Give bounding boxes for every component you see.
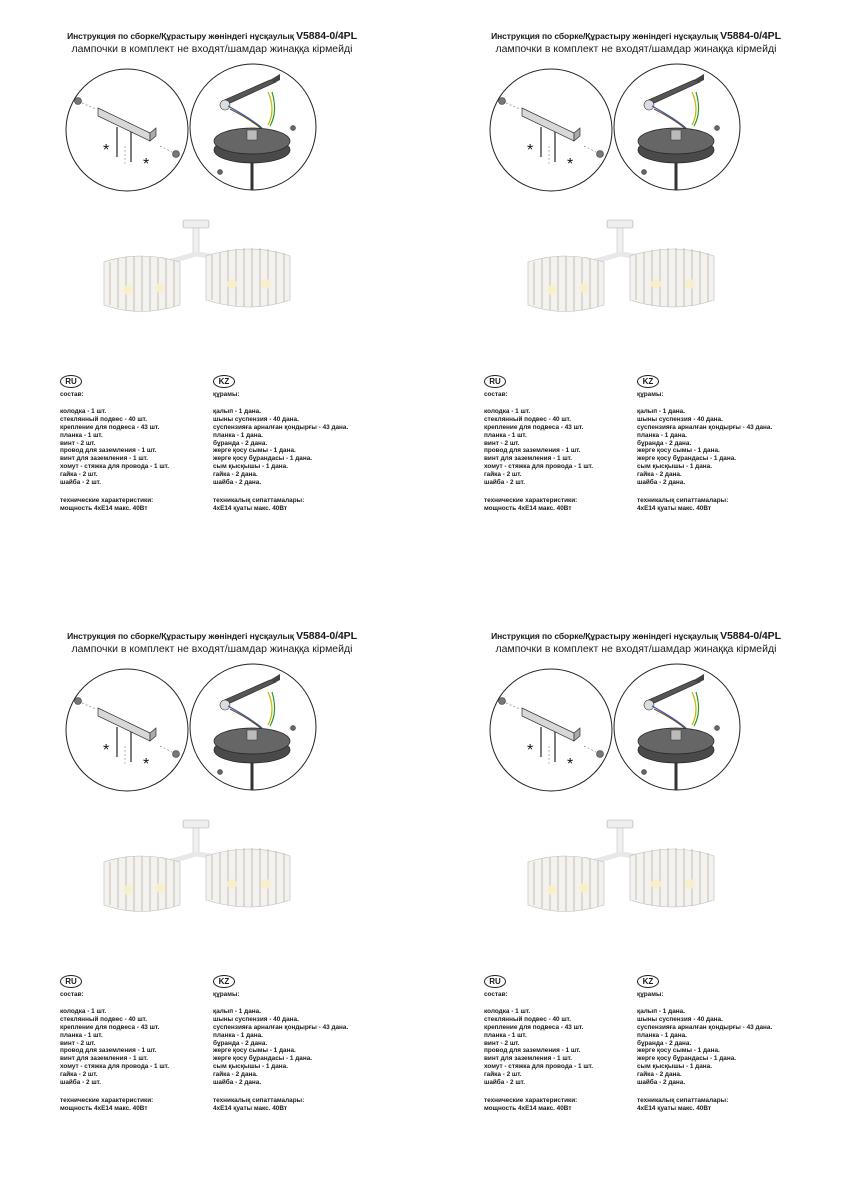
list-item: суспензияға арналған қондырғы - 43 дана. xyxy=(213,423,349,431)
terminal-block-icon xyxy=(220,700,230,710)
ru-badge: RU xyxy=(484,975,506,988)
assembly-illustration xyxy=(424,600,848,940)
assembly-illustration xyxy=(424,0,848,340)
list-item: планка - 1 шт. xyxy=(60,1031,103,1039)
kz-specs-label: техникалық сипаттамалары: xyxy=(637,496,729,504)
list-item: сым қысқышы - 1 дана. xyxy=(213,463,288,471)
list-item: стеклянный подвес - 40 шт. xyxy=(484,415,572,423)
list-item: стеклянный подвес - 40 шт. xyxy=(60,1015,148,1023)
crystal-shade-left xyxy=(104,856,180,912)
kz-column xyxy=(637,375,772,513)
list-item: шайба - 2 шт. xyxy=(60,1079,101,1087)
list-item: жерге қосу бұрандасы - 1 дана. xyxy=(637,1055,737,1063)
kz-items-list xyxy=(213,408,348,487)
kz-contents-label: құрамы: xyxy=(637,391,664,398)
model-number: V5884-0/4PL xyxy=(720,630,781,642)
terminal-block-icon xyxy=(644,700,654,710)
nut-icon xyxy=(642,770,647,775)
list-item: шайба - 2 шт. xyxy=(484,1079,525,1087)
crystal-shade-left xyxy=(528,856,604,912)
mounting-bracket-diagram xyxy=(66,69,188,191)
list-item: гайка - 2 шт. xyxy=(60,1071,98,1079)
ru-contents-label: состав: xyxy=(484,991,508,998)
screw-icon xyxy=(499,98,506,105)
title-prefix: Инструкция по сборке/Құрастыру жөніндегі нұсқаулық xyxy=(491,31,718,41)
instruction-panel xyxy=(424,600,848,1200)
screw-icon xyxy=(75,698,82,705)
kz-contents-label: құрамы: xyxy=(637,991,664,998)
ru-specs-value: мощность 4xE14 макс. 40Вт xyxy=(60,1104,148,1112)
canopy-wiring-diagram xyxy=(190,64,316,190)
list-item: планка - 1 дана. xyxy=(213,1031,263,1039)
ru-contents-label: состав: xyxy=(484,391,508,398)
mounting-bracket-diagram xyxy=(490,669,612,791)
list-item: крепление для подвеса - 43 шт. xyxy=(484,1023,584,1031)
nut-icon xyxy=(715,726,720,731)
list-item: бұранда - 2 дана. xyxy=(213,439,268,447)
kz-items-list xyxy=(213,1008,348,1087)
list-item: бұранда - 2 дана. xyxy=(637,1039,692,1047)
kz-contents-label: құрамы: xyxy=(213,391,240,398)
list-item: суспензияға арналған қондырғы - 43 дана. xyxy=(637,1023,773,1031)
ceiling-canopy xyxy=(183,220,209,228)
list-item: колодка - 1 шт. xyxy=(60,1007,107,1015)
screw-icon xyxy=(173,151,180,158)
screw-icon xyxy=(597,151,604,158)
kz-specs-label: техникалық сипаттамалары: xyxy=(637,1096,729,1104)
list-item: винт - 2 шт. xyxy=(60,439,96,447)
list-item: планка - 1 шт. xyxy=(484,431,527,439)
list-item: гайка - 2 шт. xyxy=(484,1071,522,1079)
screw-icon xyxy=(597,751,604,758)
title-prefix: Инструкция по сборке/Құрастыру жөніндегі нұсқаулық xyxy=(67,31,294,41)
list-item: шыны суспензия - 40 дана. xyxy=(213,415,299,423)
list-item: шайба - 2 дана. xyxy=(637,479,686,487)
list-item: хомут - стяжка для провода - 1 шт. xyxy=(60,463,170,471)
chandelier-illustration xyxy=(104,820,290,912)
list-item: жерге қосу бұрандасы - 1 дана. xyxy=(637,455,737,463)
list-item: хомут - стяжка для провода - 1 шт. xyxy=(484,463,594,471)
list-item: бұранда - 2 дана. xyxy=(637,439,692,447)
crystal-shade-right xyxy=(206,248,290,307)
list-item: жерге қосу бұрандасы - 1 дана. xyxy=(213,1055,313,1063)
list-item: қалып - 1 дана. xyxy=(213,1007,261,1015)
instruction-panel xyxy=(0,0,424,600)
ru-specs-label: технические характеристики: xyxy=(484,1096,578,1104)
ru-specs-label: технические характеристики: xyxy=(60,1096,154,1104)
ru-specs-value: мощность 4xE14 макс. 40Вт xyxy=(484,1104,572,1112)
list-item: суспензияға арналған қондырғы - 43 дана. xyxy=(637,423,773,431)
list-item: сым қысқышы - 1 дана. xyxy=(637,463,712,471)
screw-icon xyxy=(173,751,180,758)
ru-specs-value: мощность 4xE14 макс. 40Вт xyxy=(484,504,572,512)
list-item: винт для заземления - 1 шт. xyxy=(484,1055,572,1063)
kz-specs-label: техникалық сипаттамалары: xyxy=(213,1096,305,1104)
list-item: қалып - 1 дана. xyxy=(637,1007,685,1015)
detail-marker-left: * xyxy=(103,142,110,159)
terminal-block-icon xyxy=(644,100,654,110)
terminal-block-icon xyxy=(220,100,230,110)
list-item: жерге қосу сымы - 1 дана. xyxy=(637,1047,720,1055)
nut-icon xyxy=(642,170,647,175)
panel-subtitle: лампочки в комплект не входят/шамдар жинаққа кірмейді xyxy=(495,643,777,655)
ceiling-canopy xyxy=(183,820,209,828)
list-item: гайка - 2 шт. xyxy=(484,471,522,479)
list-item: қалып - 1 дана. xyxy=(213,407,261,415)
ru-column xyxy=(484,975,593,1113)
ru-items-list xyxy=(484,408,593,487)
list-item: шыны суспензия - 40 дана. xyxy=(213,1015,299,1023)
detail-marker-right: * xyxy=(567,756,574,773)
detail-marker-right: * xyxy=(567,156,574,173)
list-item: винт - 2 шт. xyxy=(484,1039,520,1047)
ru-column xyxy=(60,375,169,513)
kz-column xyxy=(213,975,348,1113)
nut-icon xyxy=(291,126,296,131)
crystal-shade-left xyxy=(528,256,604,312)
list-item: винт - 2 шт. xyxy=(484,439,520,447)
kz-badge: KZ xyxy=(213,975,235,988)
list-item: планка - 1 дана. xyxy=(213,431,263,439)
list-item: шыны суспензия - 40 дана. xyxy=(637,415,723,423)
list-item: крепление для подвеса - 43 шт. xyxy=(484,423,584,431)
canopy-wiring-diagram xyxy=(614,664,740,790)
list-item: жерге қосу сымы - 1 дана. xyxy=(213,1047,296,1055)
list-item: жерге қосу бұрандасы - 1 дана. xyxy=(213,455,313,463)
list-item: винт для заземления - 1 шт. xyxy=(60,455,148,463)
chandelier-illustration xyxy=(528,220,714,312)
kz-badge: KZ xyxy=(637,375,659,388)
detail-marker-left: * xyxy=(527,142,534,159)
ru-specs-value: мощность 4xE14 макс. 40Вт xyxy=(60,504,148,512)
list-item: жерге қосу сымы - 1 дана. xyxy=(213,447,296,455)
list-item: провод для заземления - 1 шт. xyxy=(60,1047,157,1055)
model-number: V5884-0/4PL xyxy=(296,30,357,42)
crystal-shade-right xyxy=(206,848,290,907)
list-item: хомут - стяжка для провода - 1 шт. xyxy=(60,1063,170,1071)
list-item: гайка - 2 дана. xyxy=(637,1071,682,1079)
kz-specs-value: 4xE14 қуаты макс. 40Вт xyxy=(213,1104,288,1112)
crystal-shade-left xyxy=(104,256,180,312)
mounting-bracket-diagram xyxy=(66,669,188,791)
list-item: хомут - стяжка для провода - 1 шт. xyxy=(484,1063,594,1071)
list-item: планка - 1 дана. xyxy=(637,1031,687,1039)
title-prefix: Инструкция по сборке/Құрастыру жөніндегі нұсқаулық xyxy=(67,631,294,641)
instruction-panel xyxy=(0,600,424,1200)
list-item: гайка - 2 дана. xyxy=(213,1071,258,1079)
mounting-bracket-diagram xyxy=(490,69,612,191)
ru-items-list xyxy=(484,1008,593,1087)
model-number: V5884-0/4PL xyxy=(296,630,357,642)
ru-specs-label: технические характеристики: xyxy=(484,496,578,504)
title-prefix: Инструкция по сборке/Құрастыру жөніндегі нұсқаулық xyxy=(491,631,718,641)
list-item: колодка - 1 шт. xyxy=(484,407,531,415)
ru-items-list xyxy=(60,1008,169,1087)
kz-items-list xyxy=(637,408,772,487)
list-item: гайка - 2 шт. xyxy=(60,471,98,479)
ru-specs-label: технические характеристики: xyxy=(60,496,154,504)
nut-icon xyxy=(715,126,720,131)
list-item: крепление для подвеса - 43 шт. xyxy=(60,1023,160,1031)
ru-badge: RU xyxy=(60,975,82,988)
list-item: жерге қосу сымы - 1 дана. xyxy=(637,447,720,455)
ceiling-canopy xyxy=(607,220,633,228)
assembly-illustration xyxy=(0,0,424,340)
detail-marker-left: * xyxy=(103,742,110,759)
panel-subtitle: лампочки в комплект не входят/шамдар жинаққа кірмейді xyxy=(71,43,353,55)
detail-marker-left: * xyxy=(527,742,534,759)
ru-column xyxy=(484,375,593,513)
list-item: гайка - 2 дана. xyxy=(213,471,258,479)
crystal-shade-right xyxy=(630,848,714,907)
kz-specs-label: техникалық сипаттамалары: xyxy=(213,496,305,504)
kz-contents-label: құрамы: xyxy=(213,991,240,998)
list-item: шайба - 2 шт. xyxy=(484,479,525,487)
kz-specs-value: 4xE14 қуаты макс. 40Вт xyxy=(637,1104,712,1112)
panel-subtitle: лампочки в комплект не входят/шамдар жинаққа кірмейді xyxy=(495,43,777,55)
list-item: бұранда - 2 дана. xyxy=(213,1039,268,1047)
list-item: қалып - 1 дана. xyxy=(637,407,685,415)
list-item: гайка - 2 дана. xyxy=(637,471,682,479)
ru-badge: RU xyxy=(484,375,506,388)
canopy-wiring-diagram xyxy=(190,664,316,790)
ru-items-list xyxy=(60,408,169,487)
list-item: крепление для подвеса - 43 шт. xyxy=(60,423,160,431)
nut-icon xyxy=(218,770,223,775)
kz-badge: KZ xyxy=(213,375,235,388)
list-item: провод для заземления - 1 шт. xyxy=(60,447,157,455)
screw-icon xyxy=(75,98,82,105)
chandelier-illustration xyxy=(528,820,714,912)
kz-specs-value: 4xE14 қуаты макс. 40Вт xyxy=(213,504,288,512)
list-item: сым қысқышы - 1 дана. xyxy=(637,1063,712,1071)
list-item: стеклянный подвес - 40 шт. xyxy=(484,1015,572,1023)
list-item: провод для заземления - 1 шт. xyxy=(484,1047,581,1055)
list-item: шайба - 2 дана. xyxy=(213,1079,262,1087)
list-item: колодка - 1 шт. xyxy=(484,1007,531,1015)
kz-badge: KZ xyxy=(637,975,659,988)
list-item: колодка - 1 шт. xyxy=(60,407,107,415)
ceiling-canopy xyxy=(607,820,633,828)
list-item: винт для заземления - 1 шт. xyxy=(484,455,572,463)
list-item: винт - 2 шт. xyxy=(60,1039,96,1047)
ru-contents-label: состав: xyxy=(60,991,84,998)
list-item: шайба - 2 дана. xyxy=(213,479,262,487)
instruction-panel xyxy=(424,0,848,600)
list-item: суспензияға арналған қондырғы - 43 дана. xyxy=(213,1023,349,1031)
list-item: планка - 1 шт. xyxy=(484,1031,527,1039)
detail-marker-right: * xyxy=(143,156,150,173)
list-item: сым қысқышы - 1 дана. xyxy=(213,1063,288,1071)
panel-subtitle: лампочки в комплект не входят/шамдар жинаққа кірмейді xyxy=(71,643,353,655)
list-item: шайба - 2 шт. xyxy=(60,479,101,487)
assembly-illustration xyxy=(0,600,424,940)
canopy-wiring-diagram xyxy=(614,64,740,190)
kz-column xyxy=(637,975,772,1113)
ru-badge: RU xyxy=(60,375,82,388)
crystal-shade-right xyxy=(630,248,714,307)
list-item: стеклянный подвес - 40 шт. xyxy=(60,415,148,423)
detail-marker-right: * xyxy=(143,756,150,773)
nut-icon xyxy=(291,726,296,731)
model-number: V5884-0/4PL xyxy=(720,30,781,42)
kz-column xyxy=(213,375,348,513)
kz-items-list xyxy=(637,1008,772,1087)
kz-specs-value: 4xE14 қуаты макс. 40Вт xyxy=(637,504,712,512)
screw-icon xyxy=(499,698,506,705)
nut-icon xyxy=(218,170,223,175)
list-item: шайба - 2 дана. xyxy=(637,1079,686,1087)
list-item: шыны суспензия - 40 дана. xyxy=(637,1015,723,1023)
list-item: провод для заземления - 1 шт. xyxy=(484,447,581,455)
list-item: винт для заземления - 1 шт. xyxy=(60,1055,148,1063)
ru-contents-label: состав: xyxy=(60,391,84,398)
chandelier-illustration xyxy=(104,220,290,312)
ru-column xyxy=(60,975,169,1113)
list-item: планка - 1 шт. xyxy=(60,431,103,439)
list-item: планка - 1 дана. xyxy=(637,431,687,439)
